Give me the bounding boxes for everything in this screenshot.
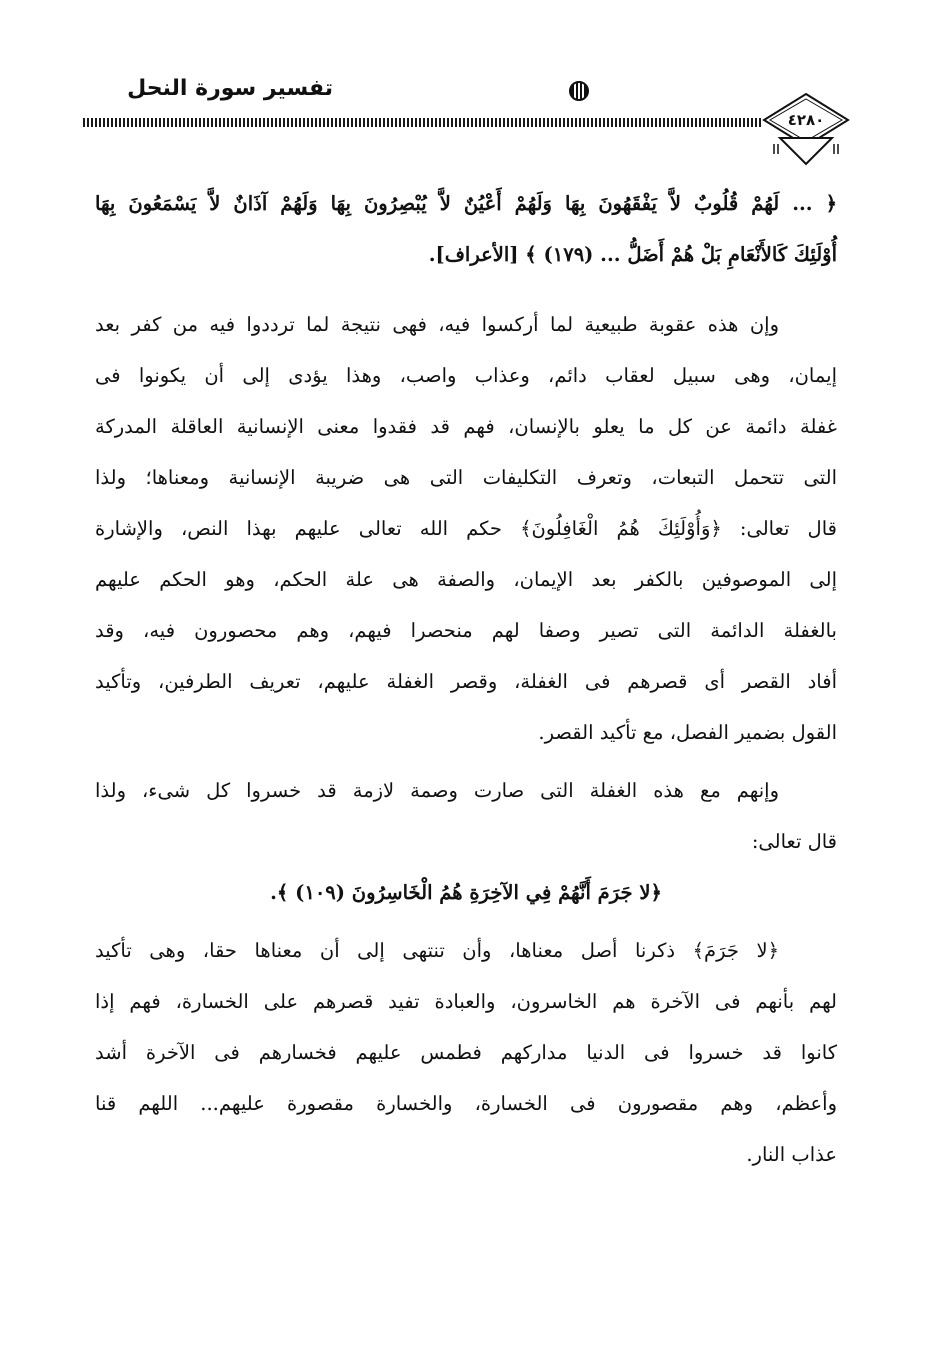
paragraph — [95, 765, 837, 867]
paragraph — [95, 925, 837, 1180]
text-line: التى تتحمل التبعات، وتعرف التكليفات التى هى ضريبة الإنسانية ومعناها؛ ولذا — [95, 466, 837, 489]
text-line: إلى الموصوفين بالكفر بعد الإيمان، والصفة هى علة الحكم، وهو الحكم عليهم — [95, 568, 837, 591]
header-rule — [83, 118, 763, 127]
text-line: ﴿لا جَرَمَ﴾ ذكرنا أصل معناها، وأن تنتهى إلى أن معناها حقا، وهى تأكيد — [95, 939, 779, 962]
page-body — [95, 178, 837, 1180]
quran-quote-block — [95, 178, 837, 280]
paragraph — [95, 299, 837, 758]
text-line: ﴿لا جَرَمَ أَنَّهُمْ فِي الآخِرَةِ هُمُ الْخَاسِرُونَ (١٠٩) ﴾. — [270, 881, 662, 904]
text-line: بالغفلة الدائمة التى تصير وصفا لهم منحصرا فيهم، وهم محصورون فيه، وقد — [95, 619, 837, 642]
ornament-icon — [568, 80, 590, 102]
text-line: لهم بأنهم فى الآخرة هم الخاسرون، والعبادة تفيد قصرهم على الخسارة، فهم إذا — [95, 990, 837, 1013]
surah-title: تفسير سورة النحل — [127, 76, 333, 101]
text-line: كانوا قد خسروا فى الدنيا مداركهم فطمس عليهم فخسارهم فى الآخرة أشد — [95, 1041, 837, 1064]
text-line: وأعظم، وهم مقصورون فى الخسارة، والخسارة مقصورة عليهم... اللهم قنا — [95, 1092, 837, 1115]
page-number: ٤٢٨٠ — [787, 111, 825, 129]
page-number-badge-icon — [760, 90, 852, 170]
text-line: قال تعالى: — [751, 830, 837, 853]
text-line: وإن هذه عقوبة طبيعية لما أركسوا فيه، فهى نتيجة لما ترددوا فيه من كفر بعد — [95, 313, 779, 336]
text-line: وإنهم مع هذه الغفلة التى صارت وصمة لازمة قد خسروا كل شىء، ولذا — [95, 779, 779, 802]
text-line: غفلة دائمة عن كل ما يعلو بالإنسان، فهم قد فقدوا معنى الإنسانية العاقلة المدركة — [95, 415, 837, 438]
text-line: أُوْلَئِكَ كَالأَنْعَامِ بَلْ هُمْ أَضَلُّ ... (١٧٩) ﴾ [الأعراف]. — [428, 243, 837, 266]
text-line: قال تعالى: ﴿وَأُوْلَئِكَ هُمُ الْغَافِلُونَ﴾ حكم الله تعالى عليهم بهذا النص، والإشارة — [95, 517, 837, 540]
text-line: عذاب النار. — [746, 1143, 837, 1166]
quran-verse — [95, 867, 837, 918]
text-line: ﴿ ... لَهُمْ قُلُوبٌ لاَّ يَفْقَهُونَ بِهَا وَلَهُمْ أَعْيُنٌ لاَّ يُبْصِرُونَ بِهَا وَلَهُمْ آذَانٌ لاَّ يَسْمَعُونَ بِهَا — [95, 192, 837, 215]
text-line: القول بضمير الفصل، مع تأكيد القصر. — [538, 721, 837, 744]
text-line: إيمان، وهى سبيل لعقاب دائم، وعذاب واصب، وهذا يؤدى إلى أن يكونوا فى — [95, 364, 837, 387]
text-line: أفاد القصر أى قصرهم فى الغفلة، وقصر الغفلة عليهم، تعريف الطرفين، وتأكيد — [95, 670, 837, 693]
